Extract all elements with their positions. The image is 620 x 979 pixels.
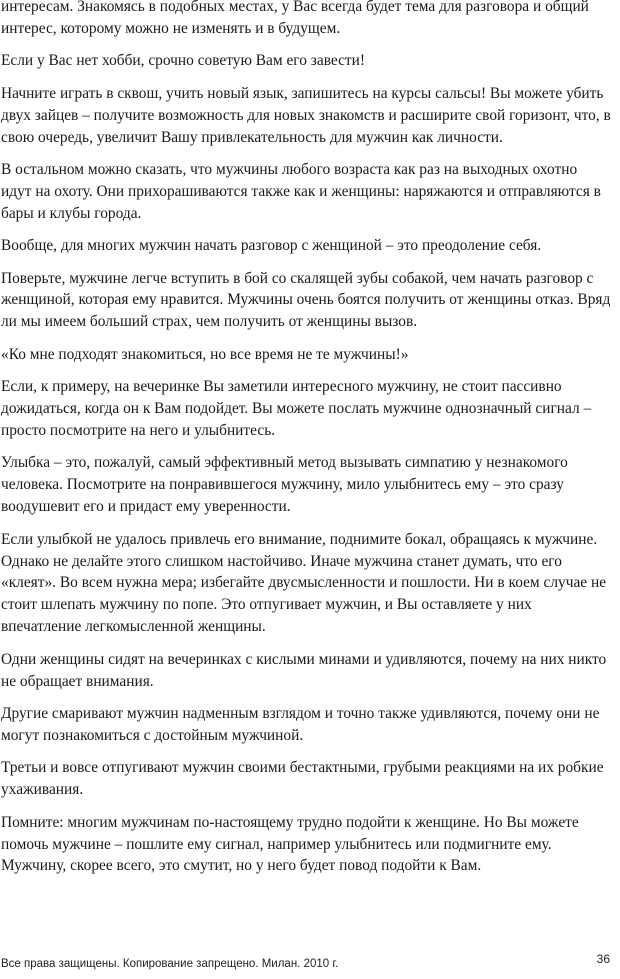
paragraph: Поверьте, мужчине легче вступить в бой со скалящей зубы собакой, чем начать разговор с женщиной, которая ему нравится. Мужчины очень боятся получить от женщины отказ. Вряд ли мы имеем больший страх, чем получить от женщины вызов.: [1, 269, 611, 331]
paragraph: Если, к примеру, на вечеринке Вы заметили интересного мужчину, не стоит пассивно дожидаться, когда он к Вам подойдет. Вы можете послать мужчине однозначный сигнал – просто посмотрите на него и улыбнитесь.: [1, 378, 592, 439]
page-number: 36: [596, 952, 610, 966]
paragraph: Начните играть в сквош, учить новый язык, запишитесь на курсы сальсы! Вы можете убить двух зайцев – получите возможность для новых знакомств и расширите свой горизонт, что, в свою очередь, увеличит Вашу привлекательность для мужчин как личности.: [1, 84, 611, 146]
paragraph: Если улыбкой не удалось привлечь его внимание, поднимите бокал, обращаясь к мужчине. Однако не делайте этого слишком настойчиво. Иначе мужчина станет думать, что его «клеят». Во всем нужна мера; избегайте двусмысленности и пошлости. Ни в коем случае не стоит шлепать мужчину по попе. Это отпугивает мужчин, и Вы оставляете у них впечатление легкомысленной женщины.: [1, 530, 607, 636]
paragraph: В остальном можно сказать, что мужчины любого возраста как раз на выходных охотно идут на охоту. Они прихорашиваются также как и женщины: наряжаются и отправляются в бары и клубы города.: [1, 160, 601, 222]
paragraph: Помните: многим мужчинам по-настоящему трудно подойти к женщине. Но Вы можете помочь мужчине – пошлите ему сигнал, например улыбнитесь или подмигните ему. Мужчину, скорее всего, это смутит, но у него будет повод подойти к Вам.: [1, 813, 579, 875]
paragraph: Если у Вас нет хобби, срочно советую Вам его завести!: [1, 52, 366, 70]
paragraph: Одни женщины сидят на вечеринках с кислыми минами и удивляются, почему на них никто не обращает внимания.: [1, 650, 607, 690]
paragraph: интересам. Знакомясь в подобных местах, у Вас всегда будет тема для разговора и общий интерес, которому можно не изменять и в будущем.: [1, 0, 589, 37]
paragraph: Улыбка – это, пожалуй, самый эффективный метод вызывать симпатию у незнакомого человека. Посмотрите на понравившегося мужчину, мило улыбнитесь ему – это сразу воодушевит его и придаст ему уверенности.: [1, 454, 568, 516]
footer-copyright: Все права защищены. Копирование запрещено. Милан. 2010 г.: [1, 958, 339, 970]
quote-paragraph: «Ко мне подходят знакомиться, но все время не те мужчины!»: [1, 345, 409, 363]
paragraph: Другие смаривают мужчин надменным взглядом и точно также удивляются, почему они не могут познакомиться с достойным мужчиной.: [1, 704, 600, 744]
paragraph: Вообще, для многих мужчин начать разговор с женщиной – это преодоление себя.: [1, 237, 542, 255]
paragraph: Третьи и вовсе отпугивают мужчин своими бестактными, грубыми реакциями на их робкие ухаживания.: [1, 759, 604, 799]
